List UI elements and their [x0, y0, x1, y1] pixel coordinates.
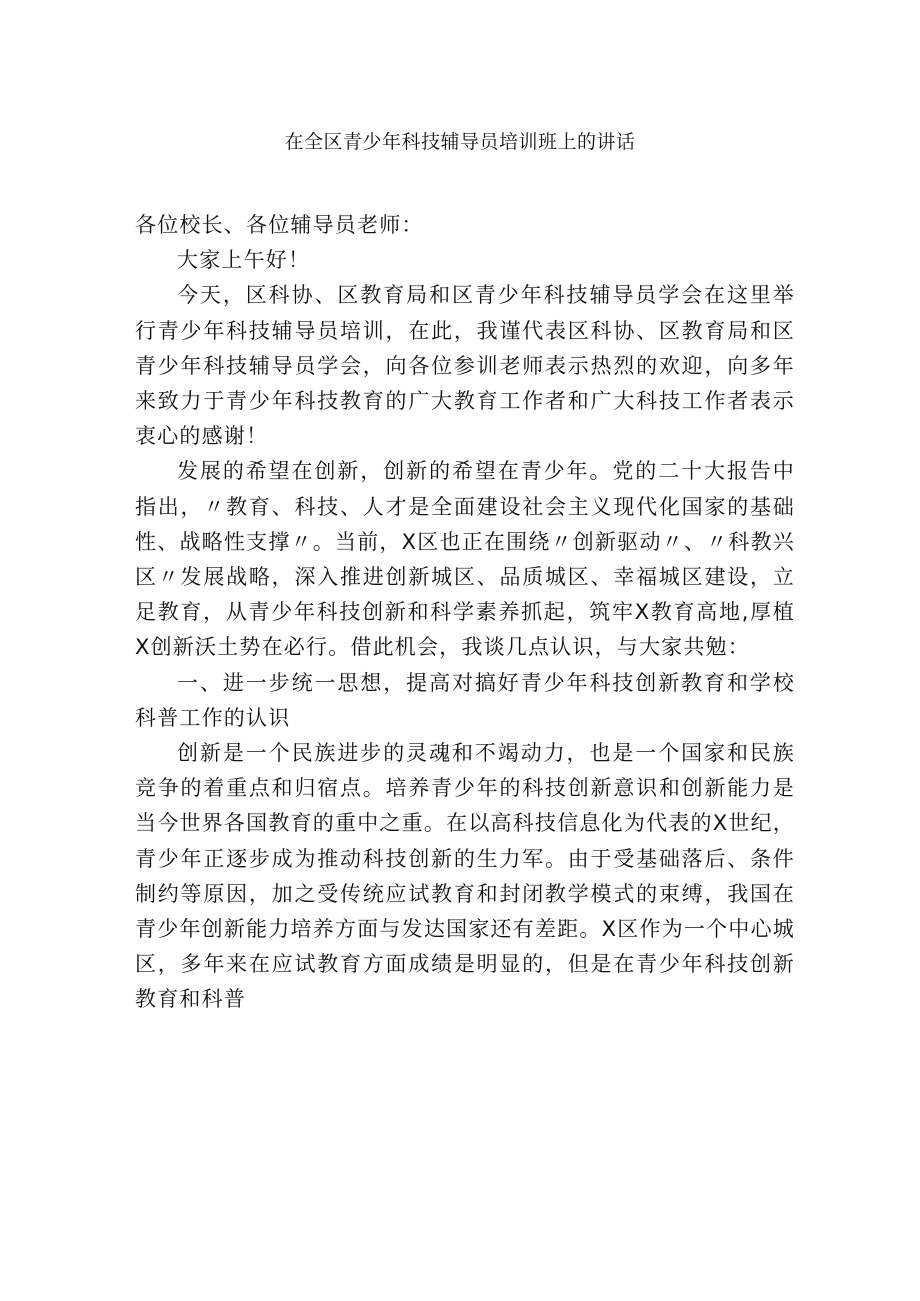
- paragraph-innovation: 创新是一个民族进步的灵魂和不竭动力，也是一个国家和民族竞争的着重点和归宿点。培养青少年的科技创新意识和创新能力是当今世界各国教育的重中之重。在以高科技信息化为代表的X世纪，青少年正逐步成为推动科技创新的生力军。由于受基础落后、条件制约等原因，加之受传统应试教育和封闭教学模式的束缚，我国在青少年创新能力培养方面与发达国家还有差距。X区作为一个中心城区，多年来在应试教育方面成绩是明显的，但是在青少年科技创新教育和科普: [135, 741, 795, 1012]
- paragraph-greeting: 大家上午好！: [177, 248, 311, 273]
- section-heading-1: 一、进一步统一思想，提高对搞好青少年科技创新教育和学校科普工作的认识: [135, 670, 795, 730]
- salutation: 各位校长、各位辅导员老师：: [135, 213, 424, 237]
- document-title: 在全区青少年科技辅导员培训班上的讲话: [284, 131, 636, 153]
- document-body: [135, 208, 795, 1018]
- paragraph-development: 发展的希望在创新，创新的希望在青少年。党的二十大报告中指出，〃教育、科技、人才是全面建设社会主义现代化国家的基础性、战略性支撑〃。当前，X区也正在围绕〃创新驱动〃、〃科教兴区〃发展战略，深入推进创新城区、品质城区、幸福城区建设，立足教育，从青少年科技创新和科学素养抓起，筑牢X教育高地,厚植X创新沃土势在必行。借此机会，我谈几点认识，与大家共勉：: [135, 459, 795, 660]
- paragraph-welcome: 今天，区科协、区教育局和区青少年科技辅导员学会在这里举行青少年科技辅导员培训，在此，我谨代表区科协、区教育局和区青少年科技辅导员学会，向各位参训老师表示热烈的欢迎，向多年来致力于青少年科技教育的广大教育工作者和广大科技工作者表示衷心的感谢！: [135, 283, 795, 449]
